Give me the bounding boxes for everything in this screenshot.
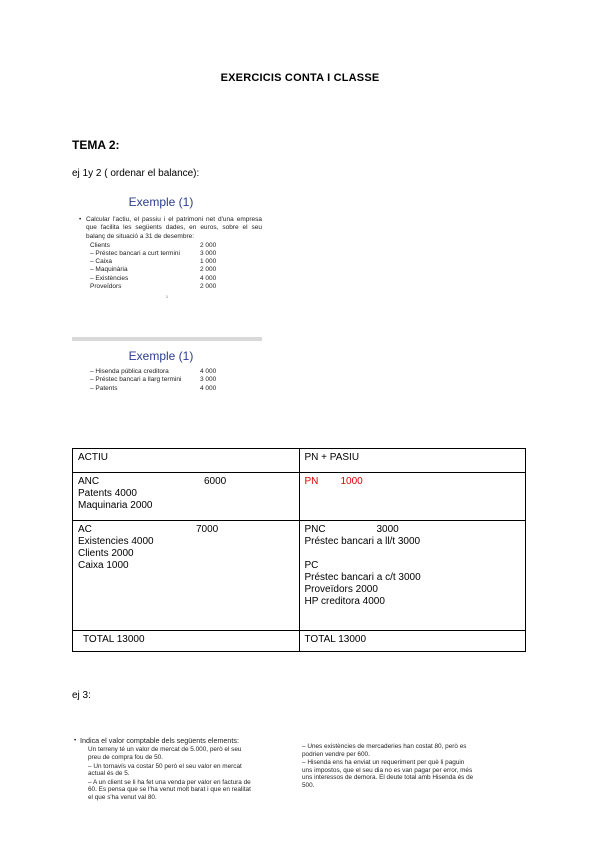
slide-item: – Un tornavís va costar 50 però el seu valor en mercat actual és de 5. xyxy=(88,762,242,778)
assets-header: ACTIU xyxy=(73,449,300,473)
slide-item-value: 4 000 xyxy=(200,368,217,376)
ac-label: AC xyxy=(78,524,92,535)
slide-title: Exemple (1) xyxy=(128,195,194,209)
balance-entry: HP creditora 4000 xyxy=(304,596,385,607)
pc-label: PC xyxy=(304,560,319,571)
slide-item xyxy=(90,275,262,283)
slide-item-list xyxy=(302,743,474,790)
anc-label: ANC xyxy=(78,476,100,487)
slide-item xyxy=(90,258,262,266)
slide-item-label: – Maquinària xyxy=(90,266,128,274)
slide-item: – Hisenda ens ha enviat un requeriment per què li paguin uns impostos, que el seu dia no es van pagar per error, més uns interessos de demora. El deute total amb Hisenda és de 500. xyxy=(302,759,474,789)
balance-entry: Maquinaria 2000 xyxy=(78,500,153,511)
slide-item-label: Proveïdors xyxy=(90,282,122,290)
slide-intro: Indica el valor comptable dels següents elements: xyxy=(80,736,240,745)
slide-item xyxy=(90,242,262,250)
slide-item-value: 2 000 xyxy=(200,266,217,274)
net-equity-cell xyxy=(299,473,526,521)
exercise-3-label: ej 3: xyxy=(72,690,91,701)
slide-item-label: Clients xyxy=(90,241,110,249)
slide-title: Exemple (1) xyxy=(128,349,194,363)
exercise-1-2-label: ej 1y 2 ( ordenar el balance): xyxy=(72,168,200,179)
slide-item-value: 3 000 xyxy=(200,376,217,384)
total-assets: TOTAL 13000 xyxy=(73,631,300,652)
balance-entry: Proveïdors 2000 xyxy=(304,584,378,595)
balance-entry: Préstec bancari a ll/t 3000 xyxy=(304,536,421,547)
slide-item-value: 1 000 xyxy=(200,258,217,266)
slide-item-label: – Patents xyxy=(90,384,118,392)
slide-item: Un terreny té un valor de mercat de 5.000, però el seu preu de compra fou de 50. xyxy=(88,746,242,761)
slide-item xyxy=(90,266,262,274)
slide-divider xyxy=(72,337,262,341)
slide-item-list xyxy=(80,746,256,801)
slide-item-value: 4 000 xyxy=(200,384,217,392)
slide-item-list xyxy=(72,242,262,291)
slide-example-1 xyxy=(72,195,262,301)
balance-entry: Caixa 1000 xyxy=(78,560,129,571)
slide-item-label: – Préstec bancari a curt termini xyxy=(90,250,180,258)
slide-example-1-continued xyxy=(72,349,262,393)
slide-item: – A un client se li ha fet una venda per valor en factura de 60. Es pensa que se l'ha venut molt barat i que en realitat el que s'ha venut val 80. xyxy=(88,778,251,801)
total-equity-liabilities: TOTAL 13000 xyxy=(299,631,526,652)
slide-item xyxy=(90,376,262,384)
slide-exercise-3-left xyxy=(74,736,256,802)
slide-item xyxy=(90,283,262,291)
bullet-icon: • xyxy=(74,737,77,744)
slide-item-value: 2 000 xyxy=(200,282,217,290)
balance-entry: Existencies 4000 xyxy=(78,536,154,547)
ac-value: 7000 xyxy=(196,524,219,535)
slide-item xyxy=(90,250,262,258)
slide-item xyxy=(90,385,262,393)
equity-liabilities-header: PN + PASIU xyxy=(299,449,526,473)
section-heading: TEMA 2: xyxy=(72,138,120,152)
slide-item-value: 3 000 xyxy=(200,250,217,258)
balance-table xyxy=(72,448,526,652)
anc-value: 6000 xyxy=(204,476,227,487)
slide-item-label: – Préstec bancari a llarg termini xyxy=(90,376,182,384)
slide-item xyxy=(90,368,262,376)
pnc-value: 3000 xyxy=(376,524,399,535)
non-current-assets-cell xyxy=(73,473,300,521)
slide-exercise-3-right xyxy=(302,742,474,790)
slide-item-label: – Caixa xyxy=(90,258,113,266)
balance-entry: Préstec bancari a c/t 3000 xyxy=(304,572,421,583)
pn-label: PN xyxy=(304,476,319,487)
pnc-label: PNC xyxy=(304,524,326,535)
balance-entry: Clients 2000 xyxy=(78,548,134,559)
slide-item: – Unes existències de mercaderies han costat 80, però es podrien vendre per 600. xyxy=(302,743,467,758)
slide-item-value: 2 000 xyxy=(200,241,217,249)
liabilities-cell xyxy=(299,521,526,631)
slide-item-label: – Existències xyxy=(90,274,129,282)
balance-entry: Patents 4000 xyxy=(78,488,137,499)
pn-value: 1000 xyxy=(340,476,363,487)
slide-item-value: 4 000 xyxy=(200,274,217,282)
slide-footer: 1 xyxy=(165,294,169,300)
slide-item-label: – Hisenda pública creditora xyxy=(90,368,169,376)
slide-item-list xyxy=(72,368,262,393)
bullet-icon: • xyxy=(79,216,82,224)
document-title: EXERCICIS CONTA I CLASSE xyxy=(220,72,380,84)
current-assets-cell xyxy=(73,521,300,631)
slide-intro: Calcular l'actiu, el passiu i el patrimoni net d'una empresa que facilita les següents dades, en euros, sobre el seu balanç de situació a 31 de desembre: xyxy=(86,216,262,240)
